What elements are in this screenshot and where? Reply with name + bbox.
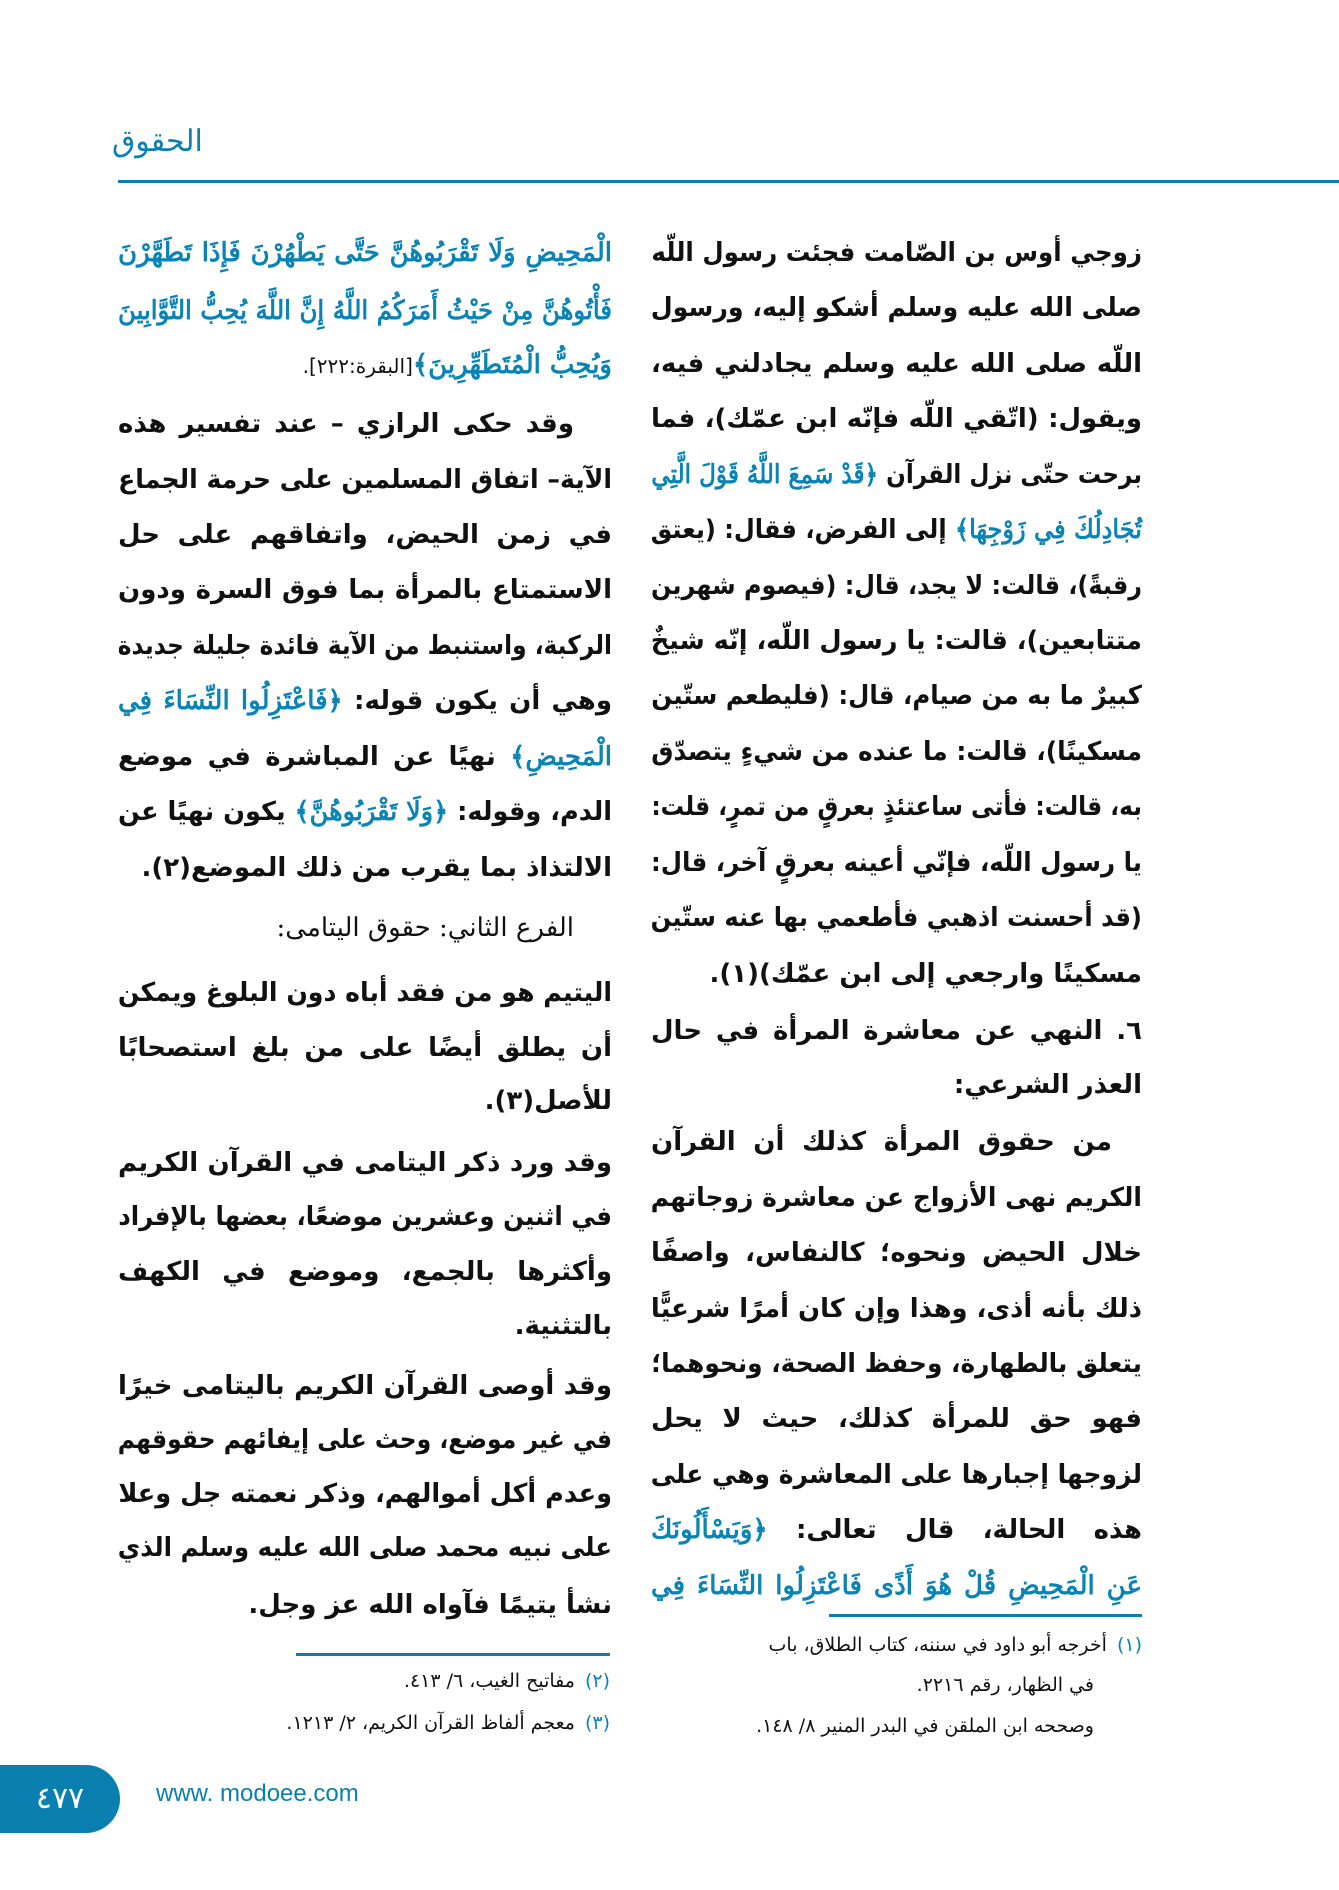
- text-segment: صلى الله عليه وسلم أشكو إليه، ورسول: [650, 293, 1142, 324]
- text-line: [650, 893, 1142, 943]
- text-line: [118, 1361, 612, 1411]
- text-segment: به، قالت: فأتى ساعتئذٍ بعرقٍ من تمرٍ، قلت:: [651, 792, 1142, 823]
- footnote-text: مفاتيح الغيب، ٦/ ٤١٣.: [403, 1669, 575, 1692]
- text-line: [651, 1117, 1112, 1167]
- footnote-text: وصححه ابن الملقن في البدر المنير ٨/ ١٤٨.: [756, 1714, 1094, 1737]
- text-line: [650, 283, 1142, 333]
- text-segment: العذر الشرعي:: [953, 1069, 1142, 1100]
- text-segment: مسكينًا)، قالت: ما عنده من شيءٍ يتصدّق: [651, 736, 1142, 767]
- footnote-number: (١): [1116, 1633, 1142, 1656]
- text-segment: وعدم أكل أموالهم، وذكر نعمته جل وعلا: [118, 1479, 612, 1510]
- text-segment: نهيًا عن المباشرة في موضع: [118, 741, 511, 772]
- footnote: [756, 1708, 1104, 1744]
- verse-reference: [البقرة:٢٢٢].: [302, 354, 413, 379]
- footnote-text: معجم ألفاظ القرآن الكريم، ٢/ ١٢١٣.: [286, 1712, 575, 1735]
- text-line: [651, 949, 1142, 999]
- footnote: [917, 1667, 1104, 1703]
- text-segment: الركبة، واستنبط من الآية فائدة جليلة جديدة: [117, 630, 612, 661]
- text-segment: الكريم نهى الأزواج عن معاشرة زوجاتهم: [650, 1182, 1142, 1213]
- section-heading: [118, 903, 574, 953]
- text-line: [118, 455, 612, 505]
- quran-verse: ﴿وَلَا تَقْرَبُوهُنَّ﴾: [294, 797, 449, 828]
- text-line: [651, 782, 1142, 832]
- text-line: [118, 510, 612, 560]
- text-line: [651, 394, 1142, 444]
- text-segment: للأصل(٣).: [484, 1086, 612, 1117]
- text-segment: وقد ورد ذكر اليتامى في القرآن الكريم: [118, 1147, 612, 1178]
- footnote-number: (٣): [584, 1712, 610, 1735]
- text-line: [117, 1415, 612, 1465]
- text-line: [650, 1173, 1142, 1223]
- text-line: [651, 727, 1142, 777]
- text-segment: لزوجها إجبارها على المعاشرة وهي على: [650, 1459, 1142, 1490]
- text-segment: كبيرٌ ما به من صيام، قال: (فليطعم ستّين: [651, 681, 1142, 712]
- text-line: [118, 1023, 612, 1073]
- text-segment: وأكثرها بالجمع، وموضع في الكهف: [118, 1257, 612, 1288]
- text-segment: في زمن الحيض، واتفاقهم على حل: [118, 520, 612, 551]
- text-line: [651, 228, 1142, 278]
- text-line: [650, 1284, 1142, 1334]
- text-segment: الاستمتاع بالمرأة بما فوق السرة ودون: [118, 575, 612, 606]
- text-line: [650, 838, 1142, 888]
- quran-verse: عَنِ الْمَحِيضِ قُلْ هُوَ أَذًى فَاعْتَزِلُوا النِّسَاءَ فِي: [651, 1570, 1142, 1601]
- text-segment: الفرع الثاني: حقوق اليتامى:: [276, 912, 574, 943]
- text-segment: نشأ يتيمًا فآواه الله عز وجل.: [248, 1590, 612, 1621]
- text-segment: في اثنين وعشرين موضعًا، بعضها بالإفراد: [118, 1202, 613, 1233]
- text-segment: مسكينًا وارجعي إلى ابن عمّك)(١).: [709, 958, 1142, 989]
- text-segment: بالتثنية.: [514, 1310, 612, 1341]
- text-line: [118, 787, 612, 837]
- text-line: [118, 1192, 613, 1242]
- text-line: [118, 732, 612, 782]
- quran-verse: وَيُحِبُّ الْمُتَطَهِّرِينَ﴾: [412, 350, 612, 381]
- footnote-number: (٢): [584, 1669, 610, 1692]
- footnote-separator: [296, 1653, 610, 1656]
- text-segment: متتابعين)، قالت: يا رسول اللّه، إنّه شيخٌ: [650, 626, 1142, 657]
- website-link[interactable]: www. modoee.com: [156, 1780, 359, 1807]
- footnote-separator: [829, 1614, 1142, 1617]
- text-segment: خلال الحيض ونحوه؛ كالنفاس، واصفًا: [651, 1238, 1142, 1269]
- quran-verse: الْمَحِيضِ وَلَا تَقْرَبُوهُنَّ حَتَّى يَطْهُرْنَ فَإِذَا تَطَهَّرْنَ: [118, 238, 612, 269]
- text-line: [118, 1469, 612, 1519]
- text-line: [651, 671, 1142, 721]
- text-segment: يكون نهيًا عن: [118, 797, 295, 828]
- quran-verse: ﴿فَاعْتَزِلُوا النِّسَاءَ فِي: [118, 686, 343, 717]
- text-line: [118, 1076, 612, 1126]
- text-segment: فهو حق للمرأة كذلك، حيث لا يحل: [651, 1404, 1142, 1435]
- quran-verse: تُجَادِلُكَ فِي زَوْجِهَا﴾: [954, 515, 1142, 546]
- text-line: [651, 450, 1142, 500]
- text-line: [118, 1247, 612, 1297]
- text-segment: ٦. النهي عن معاشرة المرأة في حال: [651, 1016, 1142, 1047]
- text-segment: (قد أحسنت اذهبي فأطعمي بها عنه ستّين: [650, 903, 1142, 934]
- text-line: [651, 1505, 1142, 1555]
- text-line: [117, 621, 612, 671]
- text-segment: في غير موضع، وحث على إيفائهم حقوقهم: [117, 1424, 612, 1455]
- header-divider: [118, 180, 1339, 183]
- quran-verse: الْمَحِيضِ﴾: [510, 741, 612, 772]
- text-line: [118, 1301, 612, 1351]
- footnote-text: في الظهار، رقم ٢٢١٦.: [916, 1673, 1094, 1696]
- text-line: [118, 1580, 612, 1630]
- text-line: [117, 968, 612, 1018]
- text-line: [118, 340, 612, 390]
- text-segment: الآية– اتفاق المسلمين على حرمة الجماع: [118, 464, 612, 495]
- text-segment: وهي أن يكون قوله:: [342, 686, 612, 717]
- text-line: [118, 565, 612, 615]
- text-segment: يا رسول اللّه، فإنّي أعينه بعرقٍ آخر، قال:: [650, 847, 1142, 878]
- text-line: [651, 1228, 1142, 1278]
- text-segment: اليتيم هو من فقد أباه دون البلوغ ويمكن: [117, 977, 612, 1008]
- text-line: [118, 843, 612, 893]
- text-segment: من حقوق المرأة كذلك أن القرآن: [651, 1127, 1112, 1158]
- text-segment: برحت حتّى نزل القرآن: [878, 459, 1142, 490]
- text-segment: أن يطلق أيضًا على من بلغ استصحابًا: [118, 1033, 612, 1064]
- text-line: [650, 1450, 1142, 1500]
- text-line: [118, 676, 612, 726]
- text-segment: زوجي أوس بن الصّامت فجئت رسول اللّه: [651, 238, 1142, 269]
- page-number-badge: ٤٧٧: [0, 1765, 120, 1833]
- text-line: [118, 399, 574, 449]
- footnote: [404, 1663, 610, 1699]
- footnote-text: أخرجه أبو داود في سننه، كتاب الطلاق، باب: [768, 1633, 1107, 1656]
- text-segment: الدم، وقوله:: [448, 797, 612, 828]
- quran-verse: ﴿قَدْ سَمِعَ اللَّهُ قَوْلَ الَّتِي: [651, 459, 879, 490]
- text-segment: الالتذاذ بما يقرب من ذلك الموضع(٢).: [141, 852, 612, 883]
- text-line: [651, 1060, 1142, 1110]
- running-header-title: الحقوق: [112, 124, 203, 159]
- text-segment: إلى الفرض، فقال: (يعتق: [650, 515, 955, 546]
- text-line: [650, 505, 1142, 555]
- text-segment: يتعلق بالطهارة، وحفظ الصحة، ونحوهما؛: [651, 1349, 1142, 1380]
- quran-verse: فَأْتُوهُنَّ مِنْ حَيْثُ أَمَرَكُمُ اللَّهُ إِنَّ اللَّهَ يُحِبُّ التَّوَّابِينَ: [117, 295, 612, 326]
- text-segment: اللّه صلى الله عليه وسلم يجادلني فيه،: [651, 348, 1142, 379]
- text-line: [118, 228, 612, 278]
- text-line: [651, 1561, 1142, 1611]
- text-segment: ذلك بأنه أذى، وهذا وإن كان أمرًا شرعيًّا: [650, 1293, 1142, 1324]
- footnote: [769, 1627, 1142, 1663]
- text-segment: ويقول: (اتّقي اللّه فإنّه ابن عمّك)، فما: [651, 404, 1142, 435]
- text-line: [117, 286, 612, 336]
- text-line: [118, 1138, 612, 1188]
- text-line: [650, 616, 1142, 666]
- text-line: [651, 561, 1142, 611]
- text-line: [651, 1394, 1142, 1444]
- quran-verse: ﴿وَيَسْأَلُونَكَ: [651, 1515, 768, 1546]
- text-segment: وقد حكى الرازي – عند تفسير هذه: [118, 409, 574, 440]
- text-segment: وقد أوصى القرآن الكريم باليتامى خيرًا: [118, 1370, 612, 1401]
- text-line: [651, 1006, 1142, 1056]
- text-segment: هذه الحالة، قال تعالى:: [767, 1515, 1142, 1546]
- text-segment: على نبيه محمد صلى الله عليه وسلم الذي: [117, 1533, 612, 1564]
- text-line: [651, 339, 1142, 389]
- footnote: [286, 1705, 610, 1741]
- text-segment: رقبةً)، قالت: لا يجد، قال: (فيصوم شهرين: [651, 570, 1142, 601]
- text-line: [651, 1339, 1142, 1389]
- text-line: [117, 1523, 612, 1573]
